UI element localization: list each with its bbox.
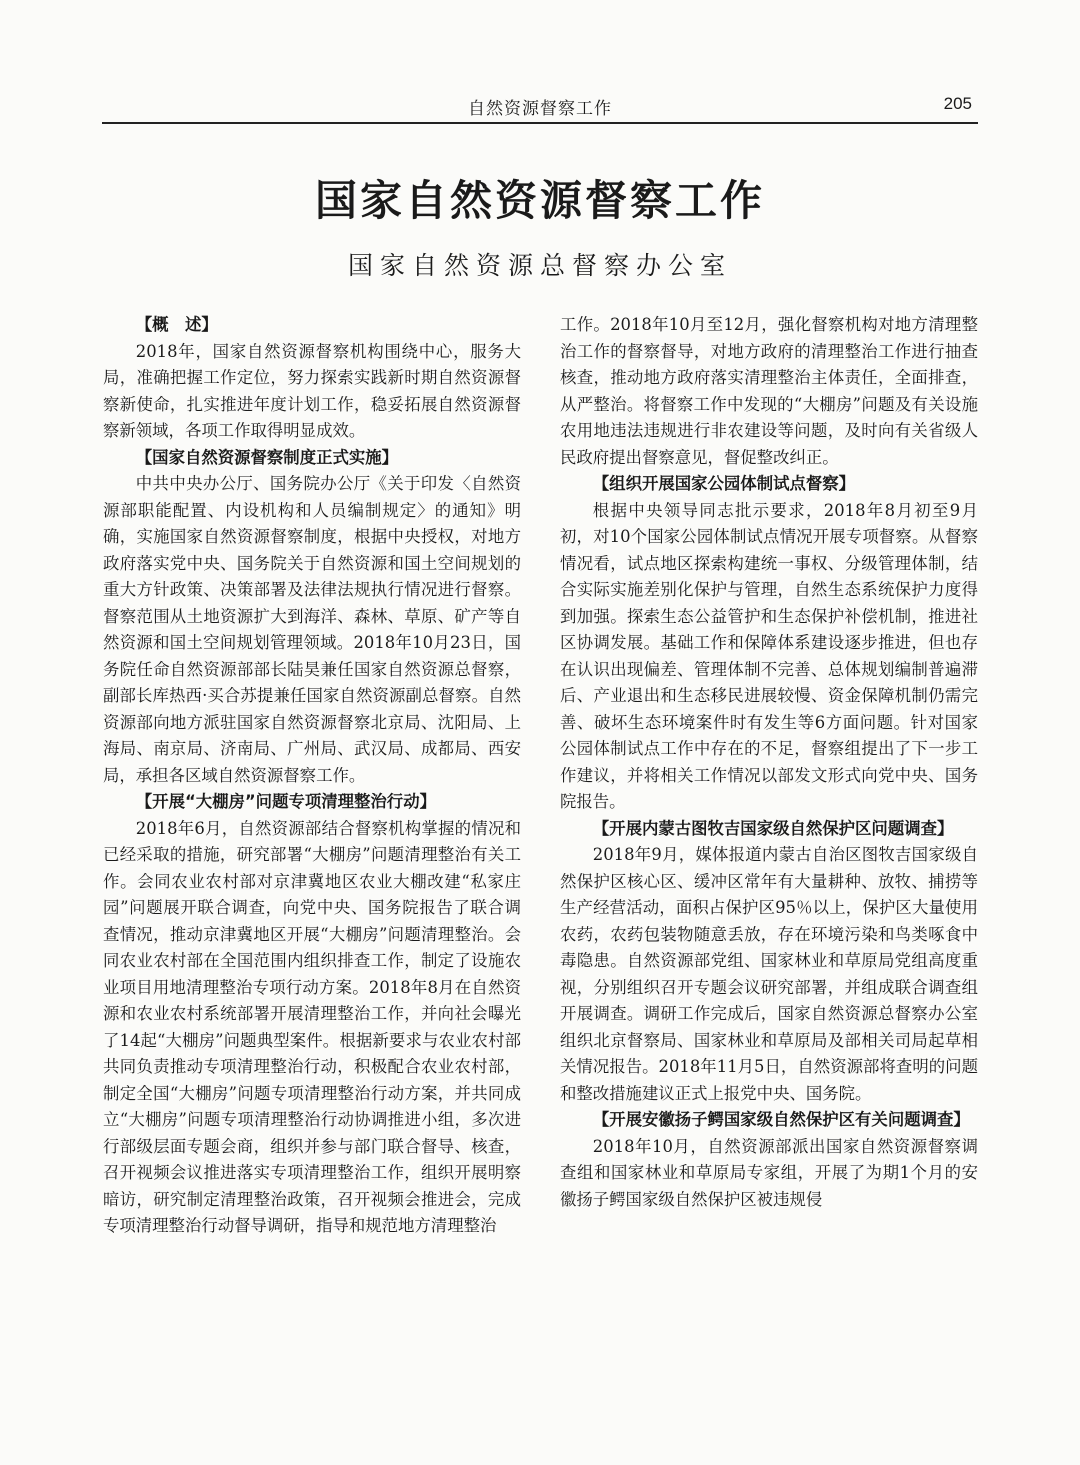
paragraph: 2018年6月，自然资源部结合督察机构掌握的情况和已经采取的措施，研究部署“大棚房”问题清理整治有关工作。会同农业农村部对京津冀地区农业大棚改建“私家庄园”问题展开联合调查，向党中央、国务院报告了联合调查情况，推动京津冀地区开展“大棚房”问题清理整治。会同农业农村部在全国范围内组织排查工作，制定了设施农业项目用地清理整治专项行动方案。2018年8月在自然资源和农业农村系统部署开展清理整治工作，并向社会曝光了14起“大棚房”问题典型案件。根据新要求与农业农村部共同负责推动专项清理整治行动，积极配合农业农村部，制定全国“大棚房”问题专项清理整治行动方案，并共同成立“大棚房”问题专项清理整治行动协调推进小组，多次进行部级层面专题会商，组织并参与部门联合督导、核查，召开视频会议推进落实专项清理整治工作，组织开展明察暗访，研究制定清理整治政策，召开视频会推进会，完成专项清理整治行动督导调研，指导和规范地方清理整治 (103, 818, 521, 1235)
section-heading: 【国家自然资源督察制度正式实施】 (135, 447, 399, 467)
paragraph: 根据中央领导同志批示要求，2018年8月初至9月初，对10个国家公园体制试点情况开展专项督察。从督察情况看，试点地区探索构建统一事权、分级管理体制，结合实际实施差别化保护与管理，自然生态系统保护力度得到加强。探索生态公益管护和生态保护补偿机制，推进社区协调发展。基础工作和保障体系建设逐步推进，但也存在认识出现偏差、管理体制不完善、总体规划编制普遍滞后、产业退出和生态移民进展较慢、资金保障机制仍需完善、破坏生态环境案件时有发生等6方面问题。针对国家公园体制试点工作中存在的不足，督察组提出了下一步工作建议，并将相关工作情况以部发文形式向党中央、国务院报告。 (560, 500, 978, 811)
running-title: 自然资源督察工作 (468, 99, 612, 119)
paragraph-continued: 工作。2018年10月至12月，强化督察机构对地方清理整治工作的督察督导，对地方政府的清理整治工作进行抽查核查，推动地方政府落实清理整治主体责任，全面排查，从严整治。将督察工作中发现的“大棚房”问题及有关设施农用地违法违规进行非农建设等问题，及时向有关省级人民政府提出督察意见，督促整改纠正。 (560, 315, 978, 467)
section-heading: 【开展内蒙古图牧吉国家级自然保护区问题调查】 (592, 818, 954, 838)
left-column (103, 312, 521, 1240)
paragraph: 2018年，国家自然资源督察机构围绕中心，服务大局，准确把握工作定位，努力探索实践新时期自然资源督察新使命，扎实推进年度计划工作，稳妥拓展自然资源督察新领域，各项工作取得明显成效。 (103, 341, 521, 440)
section-heading: 【开展安徽扬子鳄国家级自然保护区有关问题调查】 (592, 1110, 970, 1129)
section-heading: 【组织开展国家公园体制试点督察】 (592, 474, 856, 493)
document-author: 国家自然资源总督察办公室 (347, 251, 732, 280)
page-number: 205 (943, 94, 972, 113)
section-heading: 【开展“大棚房”问题专项清理整治行动】 (135, 792, 436, 811)
running-header (102, 92, 978, 124)
paragraph: 2018年10月，自然资源部派出国家自然资源督察调查组和国家林业和草原局专家组，开展了为期1个月的安徽扬子鳄国家级自然保护区被违规侵 (560, 1136, 978, 1209)
paragraph: 2018年9月，媒体报道内蒙古自治区图牧吉国家级自然保护区核心区、缓冲区常年有大量耕种、放牧、捕捞等生产经营活动，面积占保护区95％以上，保护区大量使用农药，农药包装物随意丢放，存在环境污染和鸟类啄食中毒隐患。自然资源部党组、国家林业和草原局党组高度重视，分别组织召开专题会议研究部署，并组成联合调查组开展调查。调研工作完成后，国家自然资源总督察办公室组织北京督察局、国家林业和草原局及部相关司局起草相关情况报告。2018年11月5日，自然资源部将查明的问题和整改措施建议正式上报党中央、国务院。 (560, 845, 978, 1103)
right-column (560, 312, 978, 1213)
section-heading: 【概 述】 (135, 315, 218, 334)
paragraph: 中共中央办公厅、国务院办公厅《关于印发〈自然资源部职能配置、内设机构和人员编制规定〉的通知》明确，实施国家自然资源督察制度，根据中央授权，对地方政府落实党中央、国务院关于自然资源和国土空间规划的重大方针政策、决策部署及法律法规执行情况进行督察。督察范围从土地资源扩大到海洋、森林、草原、矿产等自然资源和国土空间规划管理领域。2018年10月23日，国务院任命自然资源部部长陆昊兼任国家自然资源总督察，副部长库热西·买合苏提兼任国家自然资源副总督察。自然资源部向地方派驻国家自然资源督察北京局、沈阳局、上海局、南京局、济南局、广州局、武汉局、成都局、西安局，承担各区域自然资源督察工作。 (103, 474, 521, 785)
document-title: 国家自然资源督察工作 (314, 176, 765, 225)
